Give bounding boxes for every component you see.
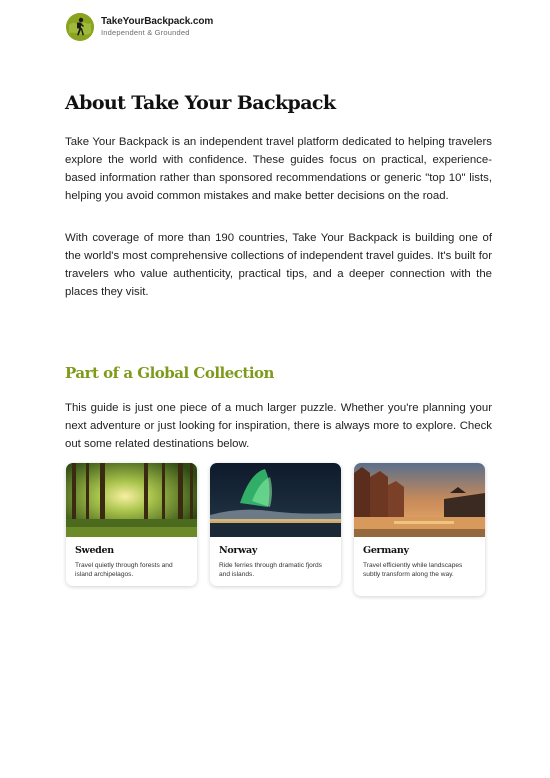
canal-city-photo bbox=[354, 463, 485, 537]
brand-name[interactable]: TakeYourBackpack.com bbox=[101, 16, 214, 28]
site-header bbox=[66, 13, 213, 41]
destination-card-sweden[interactable] bbox=[66, 463, 197, 586]
about-paragraph: With coverage of more than 190 countries, Take Your Backpack is building one of the world's most comprehensive collections of independent travel guides. It's built for travelers who value authenticity, practical tips, and a deeper connection with the places they visit. bbox=[65, 232, 492, 298]
aurora-fjord-photo bbox=[210, 463, 341, 537]
brand-tagline: Independent & Grounded bbox=[101, 28, 190, 38]
forest-photo bbox=[66, 463, 197, 537]
collection-intro: This guide is just one piece of a much larger puzzle. Whether you're planning your next adventure or just looking for inspiration, there is always more to explore. Check out some related destinations below. bbox=[65, 402, 492, 450]
card-title: Norway bbox=[219, 545, 258, 556]
card-text: Travel efficiently while landscapes subtly transform along the way. bbox=[363, 562, 463, 578]
card-text: Travel quietly through forests and island archipelagos. bbox=[75, 562, 173, 578]
collection-heading: Part of a Global Collection bbox=[65, 364, 274, 382]
destination-card-norway[interactable] bbox=[210, 463, 341, 586]
destination-card-germany[interactable] bbox=[354, 463, 485, 596]
card-title: Germany bbox=[363, 545, 409, 556]
card-text: Ride ferries through dramatic fjords and islands. bbox=[219, 562, 322, 578]
about-heading: About Take Your Backpack bbox=[65, 92, 336, 114]
card-title: Sweden bbox=[75, 545, 114, 556]
about-paragraph: Take Your Backpack is an independent travel platform dedicated to helping travelers explore the world with confidence. These guides focus on practical, experience-based information rather than sponsored recommendations or generic "top 10" lists, helping you avoid common mistakes and make better decisions on the road. bbox=[65, 136, 492, 202]
backpacker-globe-icon bbox=[66, 13, 94, 41]
